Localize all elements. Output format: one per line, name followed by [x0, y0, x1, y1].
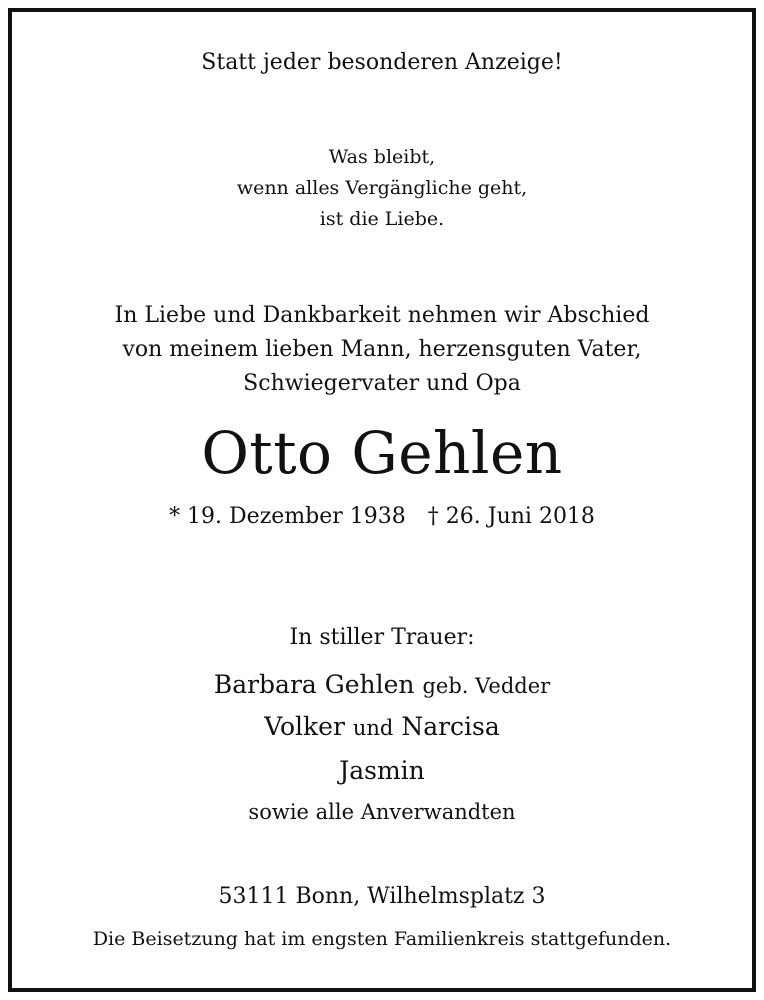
verse-line-1: Was bleibt, — [328, 146, 436, 168]
life-dates — [0, 506, 764, 528]
son-name: Volker — [264, 712, 345, 741]
intro-line-2: von meinem lieben Mann, herzensguten Vater, — [122, 337, 642, 362]
widow-maiden-name: geb. Vedder — [422, 674, 551, 698]
verse-line-3: ist die Liebe. — [319, 208, 445, 230]
birth-date: * 19. Dezember 1938 — [169, 504, 406, 529]
funeral-note: Die Beisetzung hat im engsten Familienkreis stattgefunden. — [92, 928, 672, 950]
deceased-name: Otto Gehlen — [201, 419, 563, 487]
daughter-in-law-name: Narcisa — [401, 712, 500, 741]
address: 53111 Bonn, Wilhelmsplatz 3 — [218, 884, 546, 909]
widow-name: Barbara Gehlen — [213, 670, 415, 699]
notice-header: Statt jeder besonderen Anzeige! — [201, 50, 563, 75]
verse-line-2: wenn alles Vergängliche geht, — [236, 177, 528, 199]
grandchild-name: Jasmin — [339, 756, 425, 785]
family-line-2 — [0, 714, 764, 739]
family-conjunction: und — [352, 716, 394, 740]
verse — [0, 142, 764, 235]
family-line-1 — [0, 672, 764, 697]
intro-line-3: Schwiegervater und Opa — [243, 371, 521, 396]
relatives-line: sowie alle Anverwandten — [248, 800, 516, 824]
intro-text — [0, 299, 764, 401]
intro-line-1: In Liebe und Dankbarkeit nehmen wir Abschied — [114, 303, 650, 328]
mourning-label: In stiller Trauer: — [289, 625, 475, 650]
death-date: † 26. Juni 2018 — [427, 504, 595, 529]
